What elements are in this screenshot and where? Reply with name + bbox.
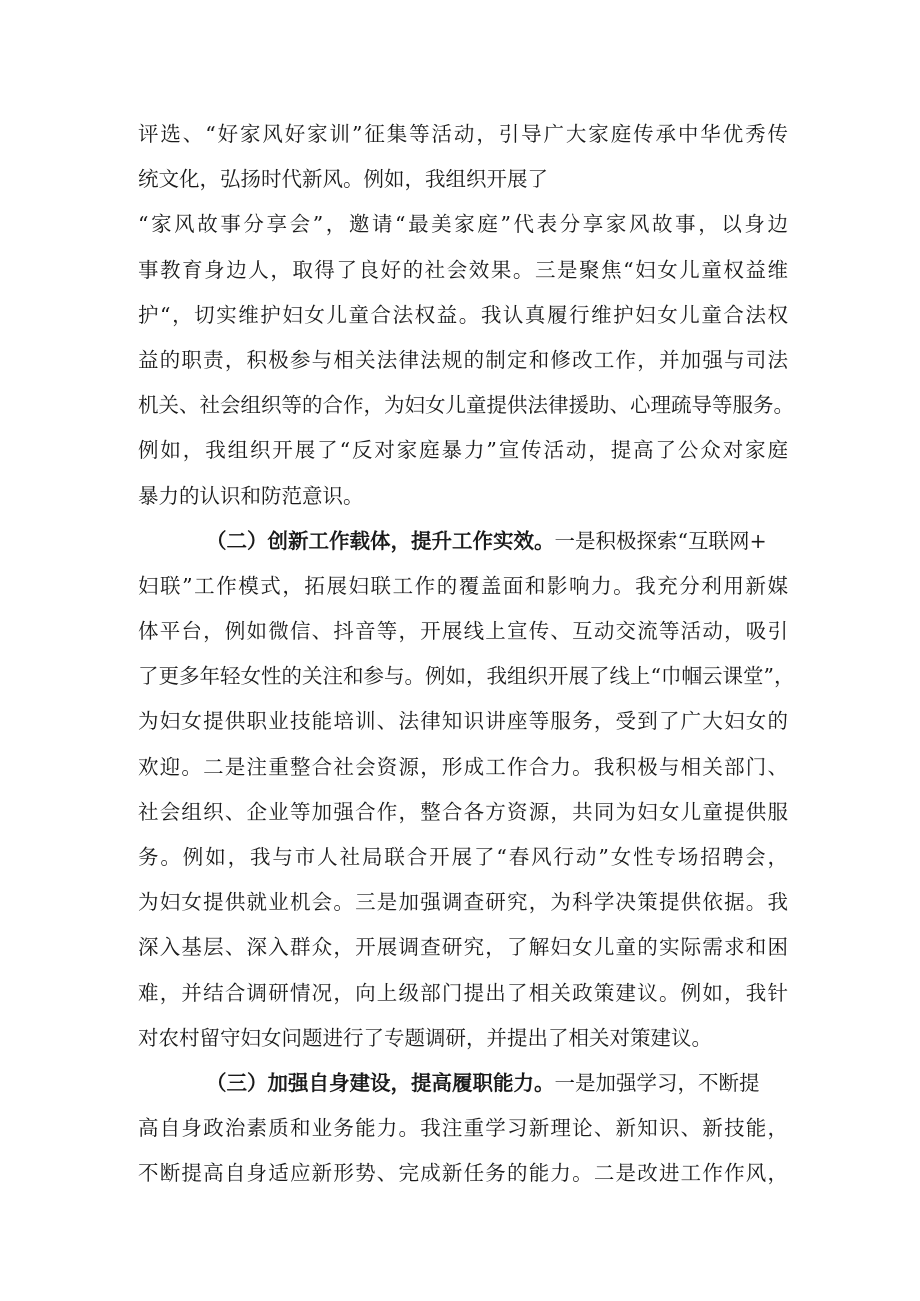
text-line: 欢迎。二是注重整合社会资源，形成工作合力。我积极与相关部门、 xyxy=(138,754,788,779)
text-line: 体平台，例如微信、抖音等，开展线上宣传、互动交流等活动，吸引 xyxy=(138,619,788,644)
text-line: “家风故事分享会”，邀请“最美家庭”代表分享家风故事，以身边 xyxy=(138,212,788,237)
text-run: 一是加强学习，不断提 xyxy=(554,1070,760,1095)
text-line: 妇联”工作模式，拓展妇联工作的覆盖面和影响力。我充分利用新媒 xyxy=(138,573,788,598)
text-line: 为妇女提供就业机会。三是加强调查研究，为科学决策提供依据。我 xyxy=(138,890,788,915)
document-body xyxy=(138,112,795,1197)
text-line: 益的职责，积极参与相关法律法规的制定和修改工作，并加强与司法 xyxy=(138,347,788,372)
paragraph-first-line xyxy=(138,1061,788,1106)
section-heading: （三）加强自身建设，提高履职能力。 xyxy=(206,1070,555,1095)
text-line: 统文化，弘扬时代新风。例如，我组织开展了 xyxy=(138,167,548,192)
text-line: 不断提高自身适应新形势、完成新任务的能力。二是改进工作作风， xyxy=(138,1161,788,1186)
text-line: 评选、“好家风好家训”征集等活动，引导广大家庭传承中华优秀传 xyxy=(138,122,788,146)
text-line: 了更多年轻女性的关注和参与。例如，我组织开展了线上“巾帼云课堂”， xyxy=(138,664,795,689)
text-line: 机关、社会组织等的合作，为妇女儿童提供法律援助、心理疏导等服务。 xyxy=(138,393,794,418)
text-line: 为妇女提供职业技能培训、法律知识讲座等服务，受到了广大妇女的 xyxy=(138,709,788,734)
text-line: 例如，我组织开展了“反对家庭暴力”宣传活动，提高了公众对家庭 xyxy=(138,438,788,463)
text-line: 务。例如，我与市人社局联合开展了“春风行动”女性专场招聘会， xyxy=(138,845,788,869)
text-line: 高自身政治素质和业务能力。我注重学习新理论、新知识、新技能， xyxy=(138,1116,788,1141)
text-line: 深入基层、深入群众，开展调查研究，了解妇女儿童的实际需求和困 xyxy=(138,935,788,960)
section-heading: （二）创新工作载体，提升工作实效。 xyxy=(206,528,555,553)
text-line: 护“，切实维护妇女儿童合法权益。我认真履行维护妇女儿童合法权 xyxy=(138,302,788,327)
text-line: 暴力的认识和防范意识。 xyxy=(138,483,364,508)
paragraph-first-line xyxy=(138,519,788,564)
text-line: 社会组织、企业等加强合作，整合各方资源，共同为妇女儿童提供服 xyxy=(138,799,788,824)
text-run: 一是积极探索“互联网+ xyxy=(554,528,767,553)
text-line: 难，并结合调研情况，向上级部门提出了相关政策建议。例如，我针 xyxy=(138,980,788,1005)
text-line: 事教育身边人，取得了良好的社会效果。三是聚焦“妇女儿童权益维 xyxy=(138,257,788,282)
text-line: 对农村留守妇女问题进行了专题调研，并提出了相关对策建议。 xyxy=(138,1025,712,1050)
